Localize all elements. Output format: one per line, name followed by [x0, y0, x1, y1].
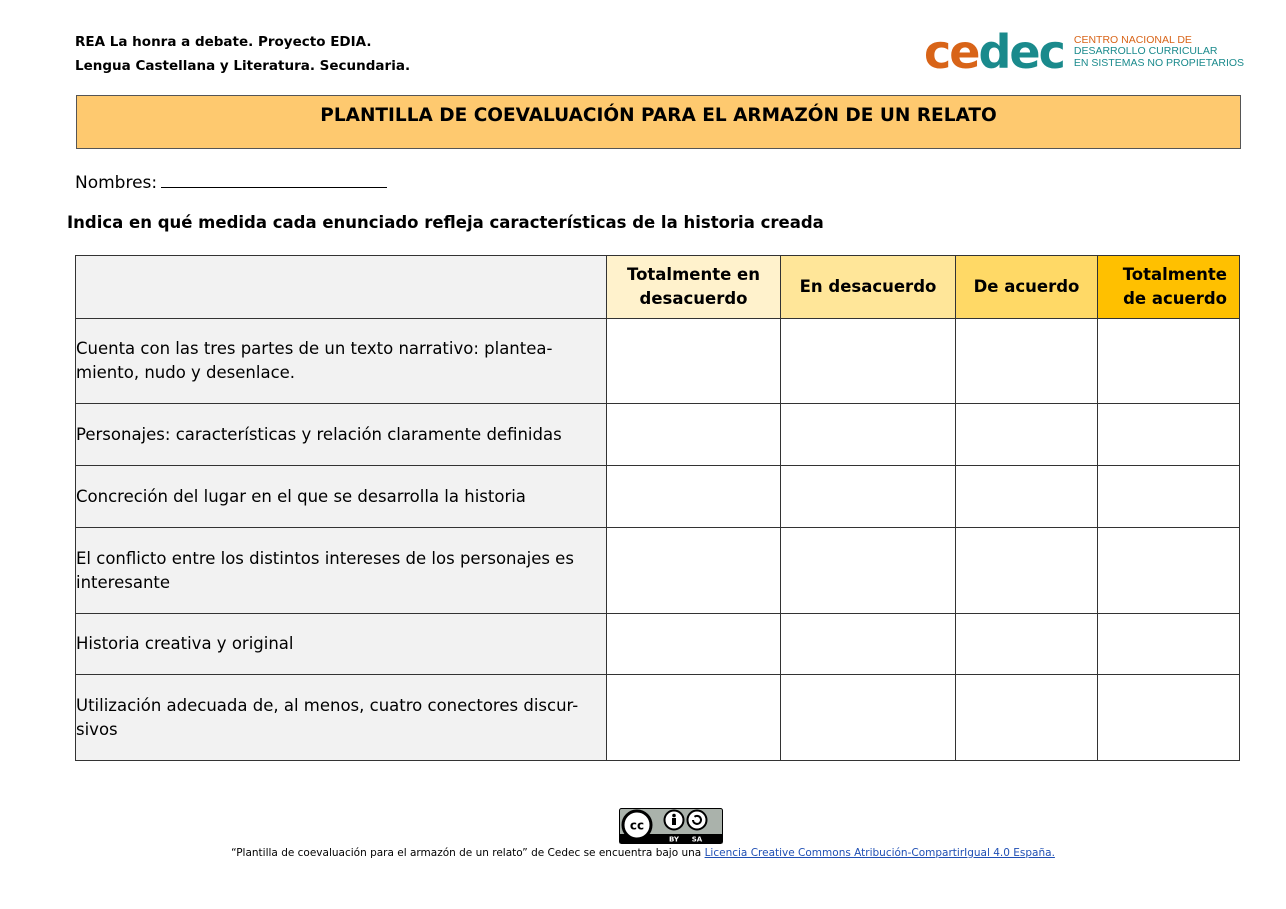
table-row: [76, 675, 1240, 761]
criterion-text: Cuenta con las tres partes de un texto narrativo: plantea-miento, nudo y desenlace.: [76, 319, 607, 404]
rating-cell[interactable]: [781, 319, 956, 404]
criterion-text: Historia creativa y original: [76, 614, 607, 675]
cedec-logo: [924, 25, 1245, 79]
sa-label: SA: [691, 835, 703, 844]
header-totalmente-desacuerdo: Totalmente en desacuerdo: [607, 256, 781, 319]
logo-word-part2: dec: [978, 25, 1064, 79]
header-line-2: Lengua Castellana y Literatura. Secundaria.: [75, 58, 411, 74]
evaluation-table: [75, 255, 1240, 761]
rating-cell[interactable]: [1098, 404, 1240, 466]
rating-cell[interactable]: [607, 675, 781, 761]
page-title: PLANTILLA DE COEVALUACIÓN PARA EL ARMAZÓN DE UN RELATO: [320, 105, 997, 126]
rating-cell[interactable]: [781, 675, 956, 761]
logo-sub-2: DESARROLLO CURRICULAR: [1073, 45, 1218, 58]
rating-cell[interactable]: [1098, 528, 1240, 614]
sa-icon: [688, 811, 707, 830]
header-de-acuerdo: De acuerdo: [956, 256, 1098, 319]
rating-cell[interactable]: [781, 614, 956, 675]
table-row: [76, 319, 1240, 404]
header-cell-blank: [76, 256, 607, 319]
rating-cell[interactable]: [781, 404, 956, 466]
table-row: [76, 404, 1240, 466]
license-footer: [0, 847, 1286, 859]
rating-cell[interactable]: [781, 528, 956, 614]
criterion-text: Personajes: características y relación claramente definidas: [76, 404, 607, 466]
header-line-1: REA La honra a debate. Proyecto EDIA.: [75, 34, 372, 50]
rating-cell[interactable]: [1098, 675, 1240, 761]
logo-wordmark: [924, 25, 1064, 79]
rating-cell[interactable]: [1098, 466, 1240, 528]
names-blank-line[interactable]: [161, 171, 387, 188]
rating-cell[interactable]: [956, 528, 1098, 614]
instruction-text: Indica en qué medida cada enunciado refleja características de la historia creada: [67, 213, 824, 232]
rating-cell[interactable]: [781, 466, 956, 528]
criterion-text: Utilización adecuada de, al menos, cuatro conectores discur-sivos: [76, 675, 607, 761]
rating-cell[interactable]: [956, 614, 1098, 675]
table-row: [76, 466, 1240, 528]
rating-cell[interactable]: [956, 675, 1098, 761]
logo-subtitle: [1074, 35, 1244, 70]
rating-cell[interactable]: [956, 319, 1098, 404]
rating-cell[interactable]: [1098, 614, 1240, 675]
cc-icon-text: cc: [629, 818, 645, 833]
rating-cell[interactable]: [607, 404, 781, 466]
by-label: BY: [668, 835, 680, 844]
rating-cell[interactable]: [956, 404, 1098, 466]
criterion-text: El conflicto entre los distintos intereses de los personajes es interesante: [76, 528, 607, 614]
names-field: [75, 171, 387, 193]
footer-text: “Plantilla de coevaluación para el armazón de un relato” de Cedec se encuentra bajo una: [231, 847, 702, 859]
rating-cell[interactable]: [607, 614, 781, 675]
logo-sub-3: EN SISTEMAS NO PROPIETARIOS: [1073, 56, 1245, 69]
table-row: [76, 528, 1240, 614]
names-label: Nombres:: [75, 173, 158, 193]
rating-cell[interactable]: [607, 466, 781, 528]
rating-cell[interactable]: [956, 466, 1098, 528]
criterion-text: Concreción del lugar en el que se desarrolla la historia: [76, 466, 607, 528]
logo-word-part1: ce: [924, 25, 979, 79]
table-row: [76, 614, 1240, 675]
table-header-row: [76, 256, 1240, 319]
by-icon-body: [672, 818, 676, 825]
header-totalmente-acuerdo: Totalmente de acuerdo: [1098, 256, 1240, 319]
title-banner: [76, 95, 1241, 149]
license-link[interactable]: Licencia Creative Commons Atribución-CompartirIgual 4.0 España.: [704, 847, 1055, 859]
by-icon-head: [672, 814, 676, 818]
logo-sub-1: CENTRO NACIONAL DE: [1073, 33, 1192, 46]
header-en-desacuerdo: En desacuerdo: [781, 256, 956, 319]
rating-cell[interactable]: [607, 528, 781, 614]
rating-cell[interactable]: [1098, 319, 1240, 404]
rating-cell[interactable]: [607, 319, 781, 404]
cc-by-sa-badge[interactable]: [619, 808, 723, 844]
